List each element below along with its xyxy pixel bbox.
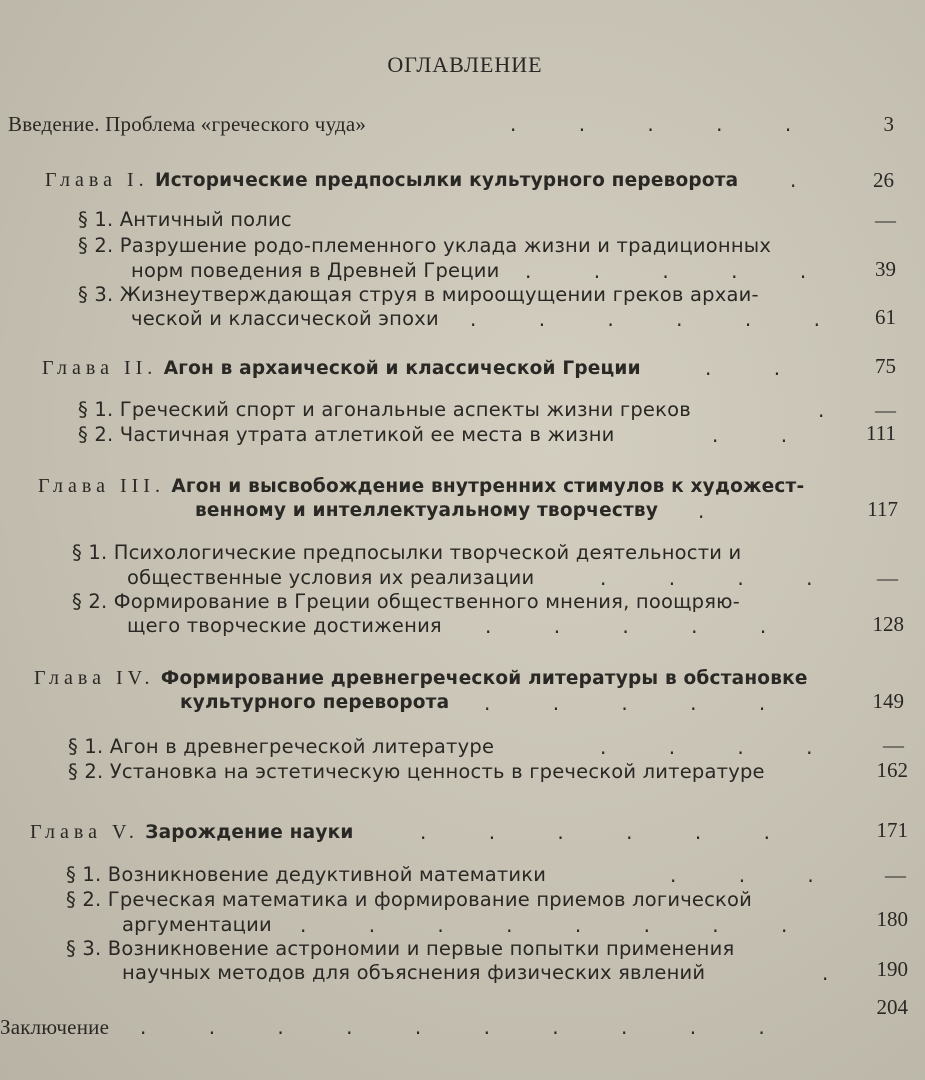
section-3-2-line1: § 2. Формирование в Греции общественного мнения, поощряю- — [72, 590, 741, 613]
page-number: — — [883, 733, 904, 757]
chapter-title: Формирование древнегреческой литературы в обстановке — [160, 668, 808, 689]
page-number: 204 — [876, 995, 908, 1019]
page-number: 171 — [876, 818, 908, 842]
section-3-1-line1: § 1. Психологические предпосылки творческой деятельности и — [72, 541, 742, 564]
page-title: ОГЛАВЛЕНИЕ — [387, 52, 543, 77]
page-number: 61 — [875, 305, 896, 329]
chapter-prefix: Глава V. — [30, 821, 139, 843]
section-4-1: § 1. Агон в древнегреческой литературе — [68, 735, 495, 758]
page-number: 111 — [866, 421, 896, 445]
page-number: — — [875, 398, 896, 422]
section-3-2-line2: щего творческие достижения — [127, 614, 442, 637]
leader-dots: . . . . . . . . . . — [140, 1015, 793, 1039]
leader-dots: . . . . . . — [470, 307, 848, 331]
leader-dots: . — [818, 398, 853, 422]
chapter-title: Зарождение науки — [145, 822, 354, 843]
page-number: 117 — [867, 497, 898, 521]
page-number: 128 — [872, 612, 904, 636]
leader-dots: . . . — [670, 863, 842, 887]
leader-dots: . . . . — [600, 735, 841, 759]
leader-dots: . — [822, 961, 857, 985]
chapter-prefix: Глава III. — [38, 475, 165, 497]
chapter-3-heading-line2: венному и интеллектуальному творчеству — [195, 500, 659, 521]
chapter-4-heading-line2: культурного переворота — [180, 692, 450, 713]
section-1-2-line1: § 2. Разрушение родо-племенного уклада жизни и традиционных — [78, 234, 772, 257]
section-5-1: § 1. Возникновение дедуктивной математики — [66, 863, 547, 886]
leader-dots: . — [698, 499, 733, 523]
page-number: 39 — [875, 257, 896, 281]
leader-dots: . . . . . — [525, 259, 835, 283]
section-1-3-line1: § 3. Жизнеутверждающая струя в мироощущении греков архаи- — [78, 283, 759, 306]
chapter-title: Агон в архаической и классической Греции — [163, 358, 641, 379]
chapter-title: Исторические предпосылки культурного переворота — [155, 170, 739, 191]
section-1-1: § 1. Античный полис — [78, 208, 292, 231]
chapter-2-heading — [42, 356, 641, 381]
chapter-prefix: Глава I. — [45, 169, 149, 191]
section-5-2-line2: аргументации — [122, 913, 272, 936]
section-1-2-line2: норм поведения в Древней Греции — [131, 259, 500, 282]
section-1-3-line2: ческой и классической эпохи — [131, 307, 439, 330]
leader-dots: . . — [712, 423, 816, 447]
page-number: 162 — [876, 758, 908, 782]
chapter-5-heading — [30, 820, 354, 845]
section-2-1: § 1. Греческий спорт и агональные аспекты жизни греков — [78, 398, 691, 421]
chapter-title: Агон и высвобождение внутренних стимулов к художест- — [171, 476, 805, 497]
leader-dots: . . . . . — [510, 112, 820, 136]
chapter-1-heading — [45, 168, 738, 193]
leader-dots: . . — [705, 356, 809, 380]
section-2-2: § 2. Частичная утрата атлетикой ее места в жизни — [78, 423, 615, 446]
page-number: 180 — [876, 907, 908, 931]
conclusion-entry: Заключение — [0, 1015, 110, 1039]
intro-entry: Введение. Проблема «греческого чуда» — [8, 112, 367, 136]
section-5-3-line2: научных методов для объяснения физических явлений — [122, 961, 706, 984]
leader-dots: . . . . . . — [420, 820, 798, 844]
leader-dots: . — [790, 168, 825, 192]
page-number: 75 — [875, 354, 896, 378]
page-number: 3 — [883, 112, 894, 136]
leader-dots: . . . . . — [485, 614, 795, 638]
section-3-1-line2: общественные условия их реализации — [127, 566, 535, 589]
page-number: — — [875, 208, 896, 232]
chapter-3-heading-line1 — [38, 474, 804, 499]
page-number: 26 — [873, 168, 894, 192]
page-number: 190 — [876, 957, 908, 981]
chapter-prefix: Глава II. — [42, 357, 158, 379]
leader-dots: . . . . . . . . — [300, 913, 816, 937]
page-number: — — [885, 863, 906, 887]
leader-dots: . . . . . — [484, 691, 794, 715]
chapter-4-heading-line1 — [34, 666, 808, 691]
section-5-3-line1: § 3. Возникновение астрономии и первые попытки применения — [66, 937, 735, 960]
chapter-prefix: Глава IV. — [34, 667, 155, 689]
page-number: — — [877, 566, 898, 590]
section-4-2: § 2. Установка на эстетическую ценность в греческой литературе — [68, 760, 765, 783]
page-number: 149 — [872, 689, 904, 713]
leader-dots: . . . . — [600, 566, 841, 590]
section-5-2-line1: § 2. Греческая математика и формирование приемов логической — [66, 888, 753, 911]
